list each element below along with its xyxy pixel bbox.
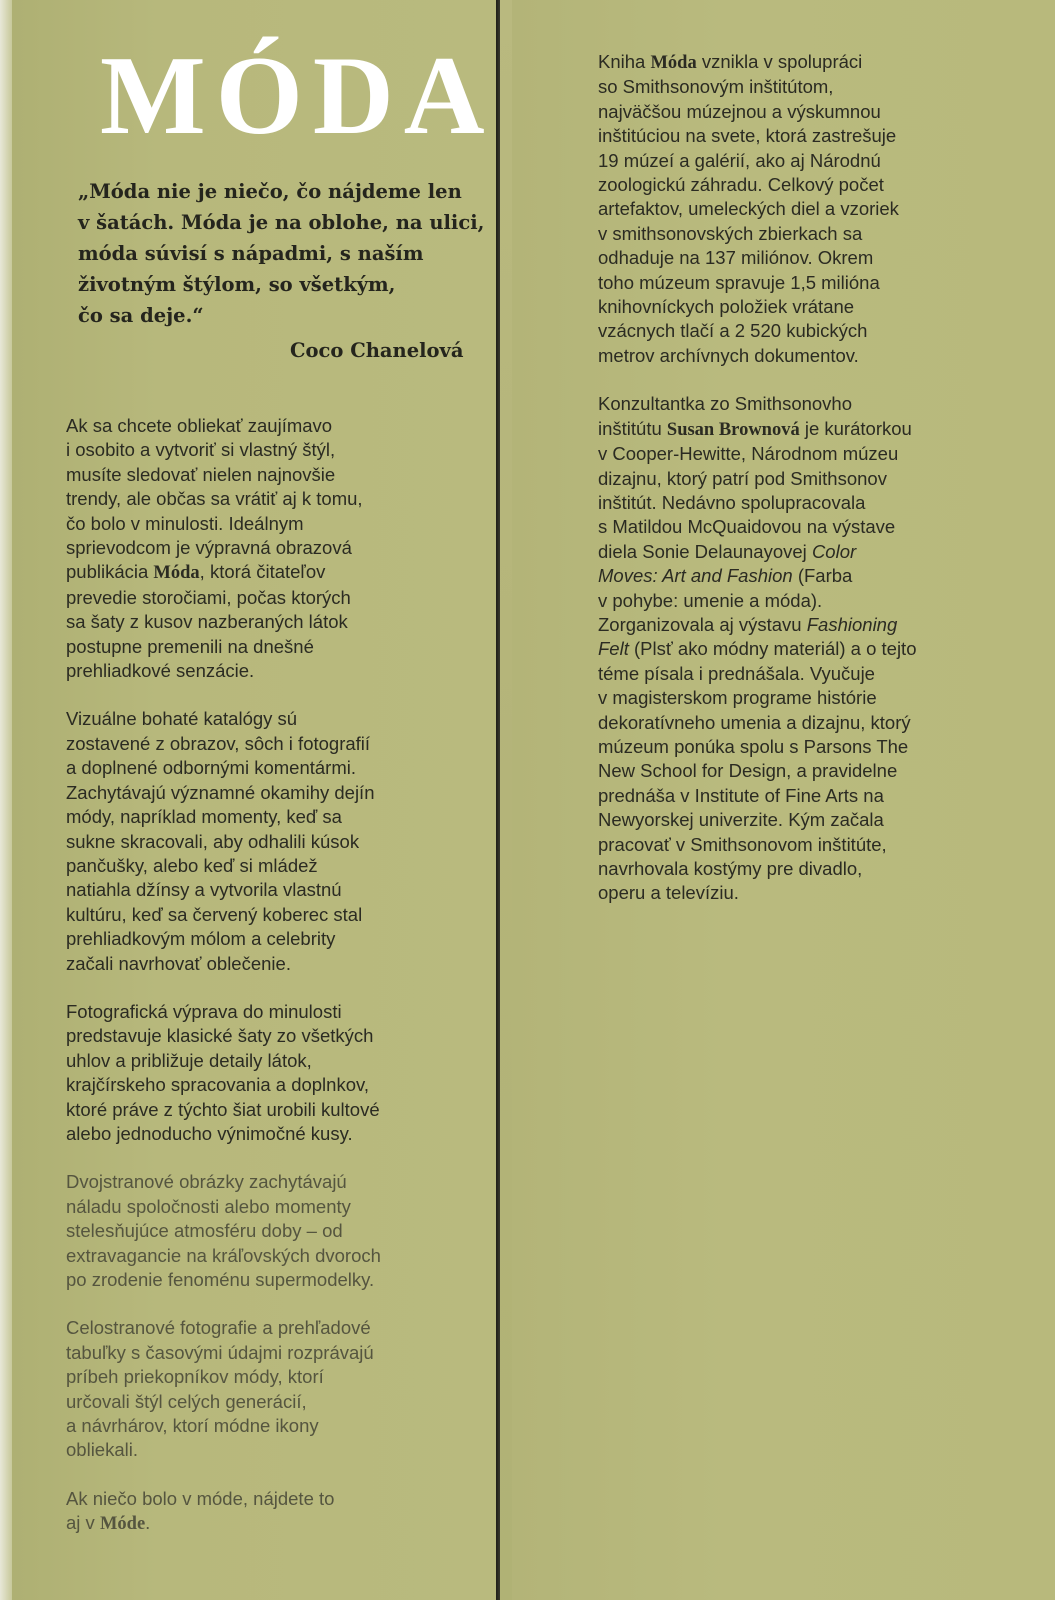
text-line: so Smithsonovým inštitútom, xyxy=(598,76,834,98)
text-run: (Farba xyxy=(792,565,853,587)
text-line: krajčírskeho spracovania a doplnkov, xyxy=(66,1074,370,1096)
text-run: publikácia xyxy=(66,561,154,583)
chanel-quote xyxy=(78,176,485,331)
text-line: a návrhárov, ktorí módne ikony xyxy=(66,1415,319,1437)
text-line: Celostranové fotografie a prehľadové xyxy=(66,1317,371,1339)
text-line: ktoré práve z týchto šiat urobili kultové xyxy=(66,1098,380,1120)
text-line: v magisterskom programe histórie xyxy=(598,687,877,709)
text-line: v pohybe: umenie a móda). xyxy=(598,589,823,611)
text-line: dizajnu, ktorý patrí pod Smithsonov xyxy=(598,467,887,489)
text-line xyxy=(598,613,998,637)
fold-divider xyxy=(496,0,500,1600)
text-line: 19 múzeí a galérií, ako aj Národnú xyxy=(598,149,881,171)
text-line xyxy=(598,50,998,75)
text-line: najväčšou múzejnou a výskumnou xyxy=(598,100,881,122)
text-line: téme písala i prednášala. Vyučuje xyxy=(598,662,875,684)
paragraph-smithsonian xyxy=(598,50,998,368)
text-line: artefaktov, umeleckých diel a vzoriek xyxy=(598,198,899,220)
text-line: prehliadkové senzácie. xyxy=(66,660,255,682)
text-line: extravagancie na kráľovských dvoroch xyxy=(66,1244,381,1266)
text-line: New School for Design, a pravidelne xyxy=(598,760,898,782)
text-line: natiahla džínsy a vytvorila vlastnú xyxy=(66,879,342,901)
exhibition-title: Color xyxy=(811,540,857,562)
text-line: dekoratívneho umenia a dizajnu, ktorý xyxy=(598,711,911,733)
exhibition-title: Fashioning xyxy=(806,613,898,635)
paragraph-photo-journey xyxy=(66,1000,486,1146)
text-run: je kurátorkou xyxy=(799,417,912,439)
paragraph-intro xyxy=(66,414,486,683)
text-line: čo bolo v minulosti. Ideálnym xyxy=(66,512,304,534)
text-run: (Plsť ako módny materiál) a o tejto xyxy=(628,638,917,660)
text-line: inštitúciou na svete, ktorá zastrešuje xyxy=(598,125,897,147)
text-line xyxy=(66,560,486,585)
text-line xyxy=(598,637,998,661)
text-line: s Matildou McQuaidovou na výstave xyxy=(598,516,896,538)
quote-line: čo sa deje.“ xyxy=(78,304,204,327)
text-line: Konzultantka zo Smithsonovho xyxy=(598,393,853,415)
text-line: toho múzeum spravuje 1,5 milióna xyxy=(598,271,880,293)
text-line: sa šaty z kusov nazberaných látok xyxy=(66,611,348,633)
quote-author: Coco Chanelová xyxy=(290,339,464,362)
text-run: inštitútu xyxy=(598,417,667,439)
quote-line: v šatách. Móda je na oblohe, na ulici, xyxy=(78,211,485,234)
text-line: zoologickú záhradu. Celkový počet xyxy=(598,174,884,196)
text-line: postupne premenili na dnešné xyxy=(66,635,314,657)
text-line: inštitút. Nedávno spolupracovala xyxy=(598,491,866,513)
text-line: módy, napríklad momenty, keď sa xyxy=(66,806,342,828)
text-line: v Cooper-Hewitte, Národnom múzeu xyxy=(598,443,899,465)
exhibition-title: Felt xyxy=(598,638,629,660)
text-run: Kniha xyxy=(598,51,651,72)
paragraph-full-page-photos xyxy=(66,1316,486,1462)
paragraph-catalogs xyxy=(66,707,486,975)
text-line: po zrodenie fenoménu supermodelky. xyxy=(66,1269,375,1290)
text-line: operu a televíziu. xyxy=(598,882,739,904)
text-line: obliekali. xyxy=(66,1439,138,1461)
text-line: sukne skracovali, aby odhalili kúsok xyxy=(66,830,360,852)
text-line: trendy, ale občas sa vrátiť aj k tomu, xyxy=(66,488,363,510)
text-line: prevedie storočiami, počas ktorých xyxy=(66,586,351,608)
book-name: Móda xyxy=(650,53,697,73)
text-line: pracovať v Smithsonovom inštitúte, xyxy=(598,833,887,855)
text-line: Ak sa chcete obliekať zaujímavo xyxy=(66,415,333,436)
text-line: náladu spoločnosti alebo momenty xyxy=(66,1195,351,1217)
paragraph-consultant xyxy=(598,392,998,906)
text-line: Ak niečo bolo v móde, nájdete to xyxy=(66,1487,335,1509)
text-line: navrhovala kostýmy pre divadlo, xyxy=(598,858,863,879)
text-line: vzácnych tlačí a 2 520 kubických xyxy=(598,320,868,342)
right-column xyxy=(598,50,998,930)
text-line: začali navrhovať oblečenie. xyxy=(66,952,291,974)
paragraph-double-spreads xyxy=(66,1170,486,1292)
quote-line: životným štýlom, so všetkým, xyxy=(78,273,396,296)
cover-edge xyxy=(0,0,12,1600)
text-line: kultúru, keď sa červený koberec stal xyxy=(66,903,363,925)
book-title: MÓDA xyxy=(100,34,495,158)
book-name: Móda xyxy=(153,563,200,584)
text-line: prednáša v Institute of Fine Arts na xyxy=(598,784,884,806)
text-line: Newyorskej univerzite. Kým začala xyxy=(598,809,884,831)
text-line: Zachytávajú významné okamihy dejín xyxy=(66,781,375,803)
book-name: Móde xyxy=(99,1514,146,1535)
text-line: stelesňujúce atmosféru doby – od xyxy=(66,1220,343,1242)
text-line xyxy=(598,564,998,588)
text-run: . xyxy=(145,1512,151,1534)
quote-line: móda súvisí s nápadmi, s naším xyxy=(78,242,424,265)
text-line: a doplnené odbornými komentármi. xyxy=(66,757,356,779)
text-run: Zorganizovala aj výstavu xyxy=(598,613,807,635)
text-line: metrov archívnych dokumentov. xyxy=(598,344,859,366)
text-line xyxy=(598,417,998,442)
text-line: Dvojstranové obrázky zachytávajú xyxy=(66,1171,347,1193)
text-line: múzeum ponúka spolu s Parsons The xyxy=(598,735,909,757)
text-line: uhlov a približuje detaily látok, xyxy=(66,1049,312,1071)
text-run: diela Sonie Delaunayovej xyxy=(598,540,812,562)
text-line: sprievodcom je výpravná obrazová xyxy=(66,537,352,559)
text-line: príbeh priekopníkov módy, ktorí xyxy=(66,1366,324,1388)
text-line xyxy=(66,1511,486,1536)
consultant-name: Susan Brownová xyxy=(666,419,800,440)
text-line: v smithsonovských zbierkach sa xyxy=(598,222,863,244)
text-line: predstavuje klasické šaty zo všetkých xyxy=(66,1025,374,1047)
paragraph-closing xyxy=(66,1487,486,1537)
text-line: tabuľky s časovými údajmi rozprávajú xyxy=(66,1341,374,1363)
text-line: Vizuálne bohaté katalógy sú xyxy=(66,708,298,730)
text-line: určovali štýl celých generácií, xyxy=(66,1390,307,1412)
text-line: zostavené z obrazov, sôch i fotografií xyxy=(66,732,371,754)
text-line: odhaduje na 137 miliónov. Okrem xyxy=(598,247,874,269)
text-line: Fotografická výprava do minulosti xyxy=(66,1000,342,1022)
text-line: alebo jednoducho výnimočné kusy. xyxy=(66,1122,353,1144)
text-run: vznikla v spolupráci xyxy=(696,51,863,72)
exhibition-title: Moves: Art and Fashion xyxy=(598,565,793,587)
text-run: , ktorá čitateľov xyxy=(199,561,326,583)
text-line xyxy=(598,540,998,564)
text-line: prehliadkovým mólom a celebrity xyxy=(66,928,336,950)
text-line: musíte sledovať nielen najnovšie xyxy=(66,463,336,485)
text-line: i osobito a vytvoriť si vlastný štýl, xyxy=(66,439,336,461)
text-line: pančušky, alebo keď si mládež xyxy=(66,854,318,876)
text-run: aj v xyxy=(66,1512,100,1534)
left-column xyxy=(66,414,486,1561)
quote-line: „Móda nie je niečo, čo nájdeme len xyxy=(78,180,462,203)
text-line: knihovníckych položiek vrátane xyxy=(598,296,855,318)
